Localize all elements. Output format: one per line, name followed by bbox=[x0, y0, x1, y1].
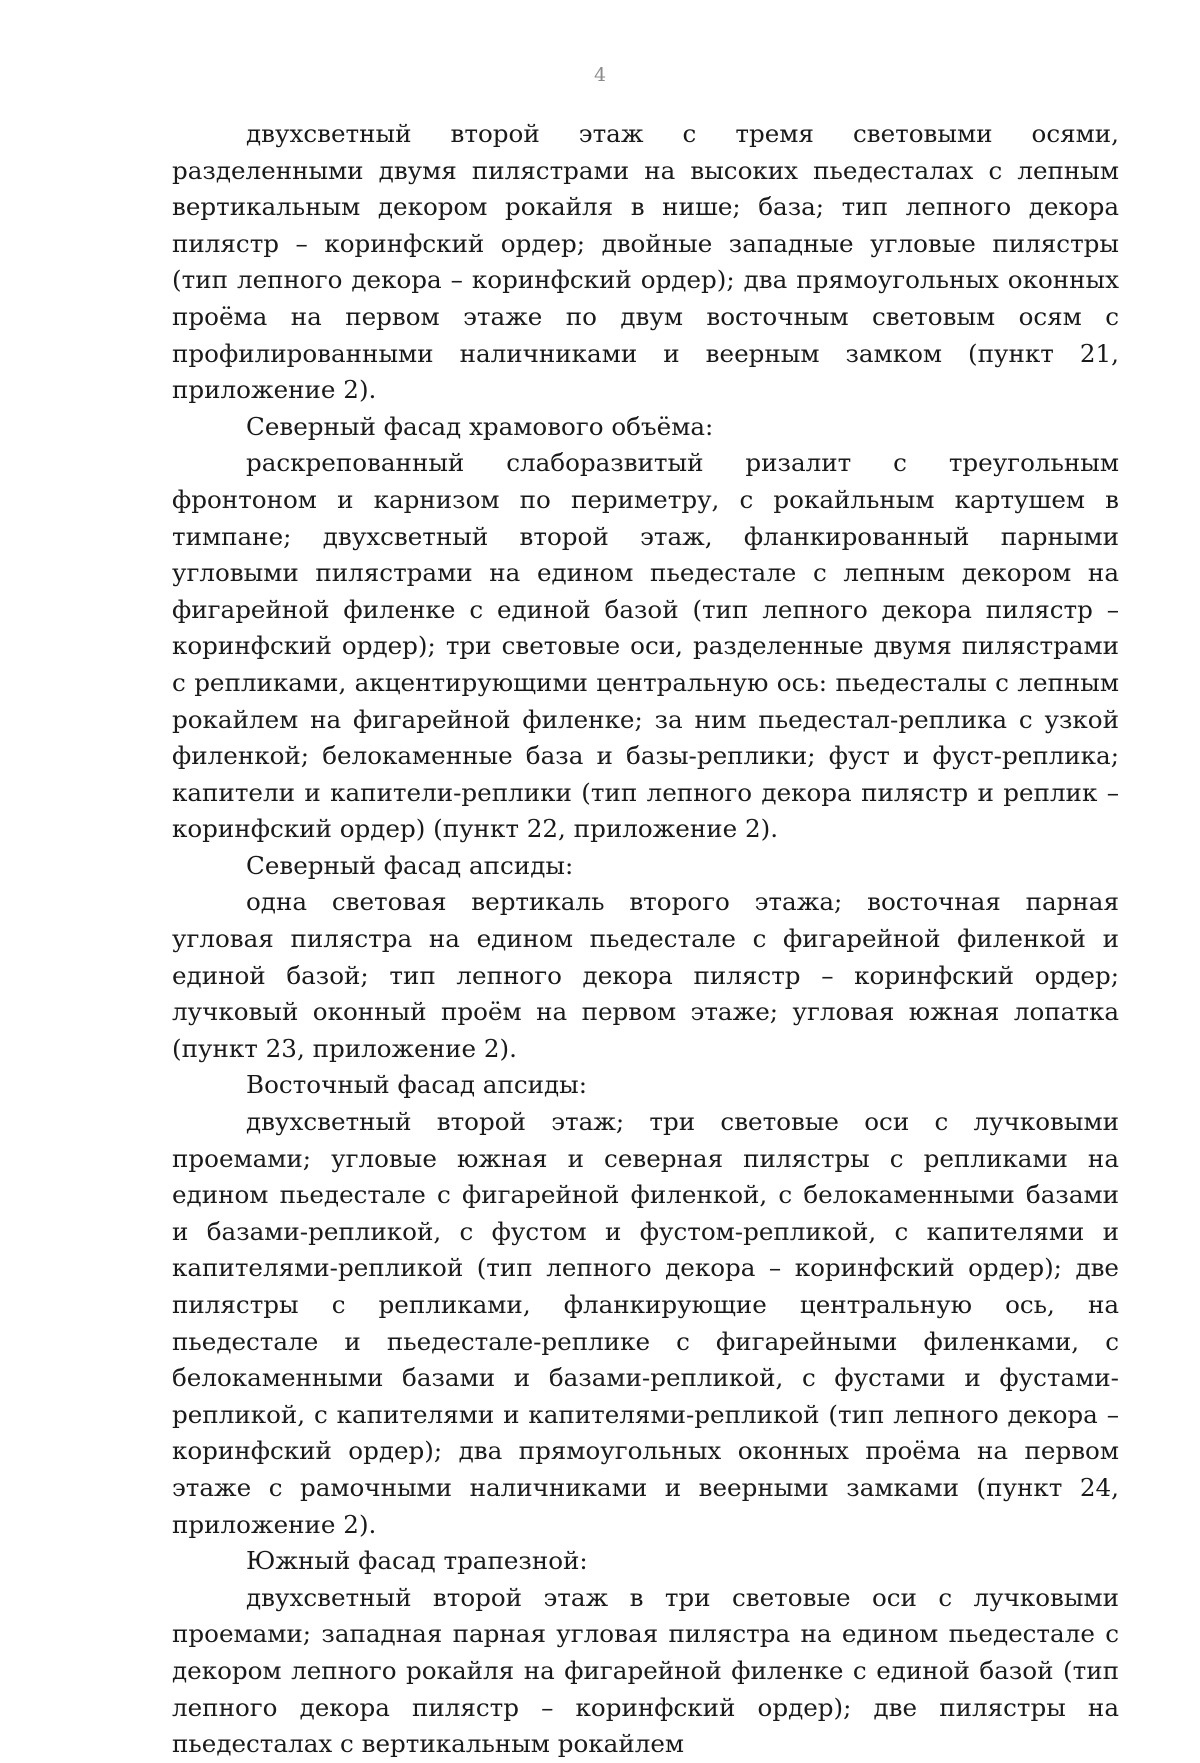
paragraph: двухсветный второй этаж в три световые оси с лучковыми проемами; западная парная угловая пилястра на едином пьедестале с декором лепного рокайля на фигарейной филенке с единой базой (тип лепного декора пилястр – коринфский ордер); две пилястры на пьедесталах с вертикальным рокайлем bbox=[172, 1582, 1119, 1759]
section-heading: Северный фасад апсиды: bbox=[246, 850, 574, 880]
paragraph: двухсветный второй этаж с тремя световыми осями, разделенными двумя пилястрами на высоких пьедесталах с лепным вертикальным декором рокайля в нише; база; тип лепного декора пилястр – коринфский ордер; двойные западные угловые пилястры (тип лепного декора – коринфский ордер); два прямоугольных оконных проёма на первом этаже по двум восточным световым осям с профилированными наличниками и веерным замком (пункт 21, приложение 2). bbox=[172, 119, 1119, 405]
section-heading: Южный фасад трапезной: bbox=[246, 1546, 588, 1576]
paragraph: двухсветный второй этаж; три световые оси с лучковыми проемами; угловые южная и северная пилястры с репликами на едином пьедестале с фигарейной филенкой, с белокаменными базами и базами-репликой, с фустом и фустом-репликой, с капителями и капителями-репликой (тип лепного декора – коринфский ордер); две пилястры с репликами, фланкирующие центральную ось, на пьедестале и пьедестале-реплике с фигарейными филенками, с белокаменными базами и базами-репликой, с фустами и фустами-репликой, с капителями и капителями-репликой (тип лепного декора – коринфский ордер); два прямоугольных оконных проёма на первом этаже с рамочными наличниками и веерными замками (пункт 24, приложение 2). bbox=[172, 1107, 1119, 1539]
paragraph: раскрепованный слаборазвитый ризалит с треугольным фронтоном и карнизом по периметру, с рокайльным картушем в тимпане; двухсветный второй этаж, фланкированный парными угловыми пилястрами на едином пьедестале с лепным декором на фигарейной филенке с единой базой (тип лепного декора пилястр – коринфский ордер); три световые оси, разделенные двумя пилястрами с репликами, акцентирующими центральную ось: пьедесталы с лепным рокайлем на фигарейной филенке; за ним пьедестал-реплика с узкой филенкой; белокаменные база и базы-реплики; фуст и фуст-реплика; капители и капители-реплики (тип лепного декора пилястр и реплик – коринфский ордер) (пункт 22, приложение 2). bbox=[172, 448, 1119, 844]
page-number: 4 bbox=[593, 64, 607, 86]
section-heading: Восточный фасад апсиды: bbox=[246, 1070, 588, 1100]
document-body bbox=[172, 116, 1119, 1763]
section-heading: Северный фасад храмового объёма: bbox=[246, 411, 714, 441]
paragraph: одна световая вертикаль второго этажа; восточная парная угловая пилястра на едином пьедестале с фигарейной филенкой и единой базой; тип лепного декора пилястр – коринфский ордер; лучковый оконный проём на первом этаже; угловая южная лопатка (пункт 23, приложение 2). bbox=[172, 887, 1119, 1063]
